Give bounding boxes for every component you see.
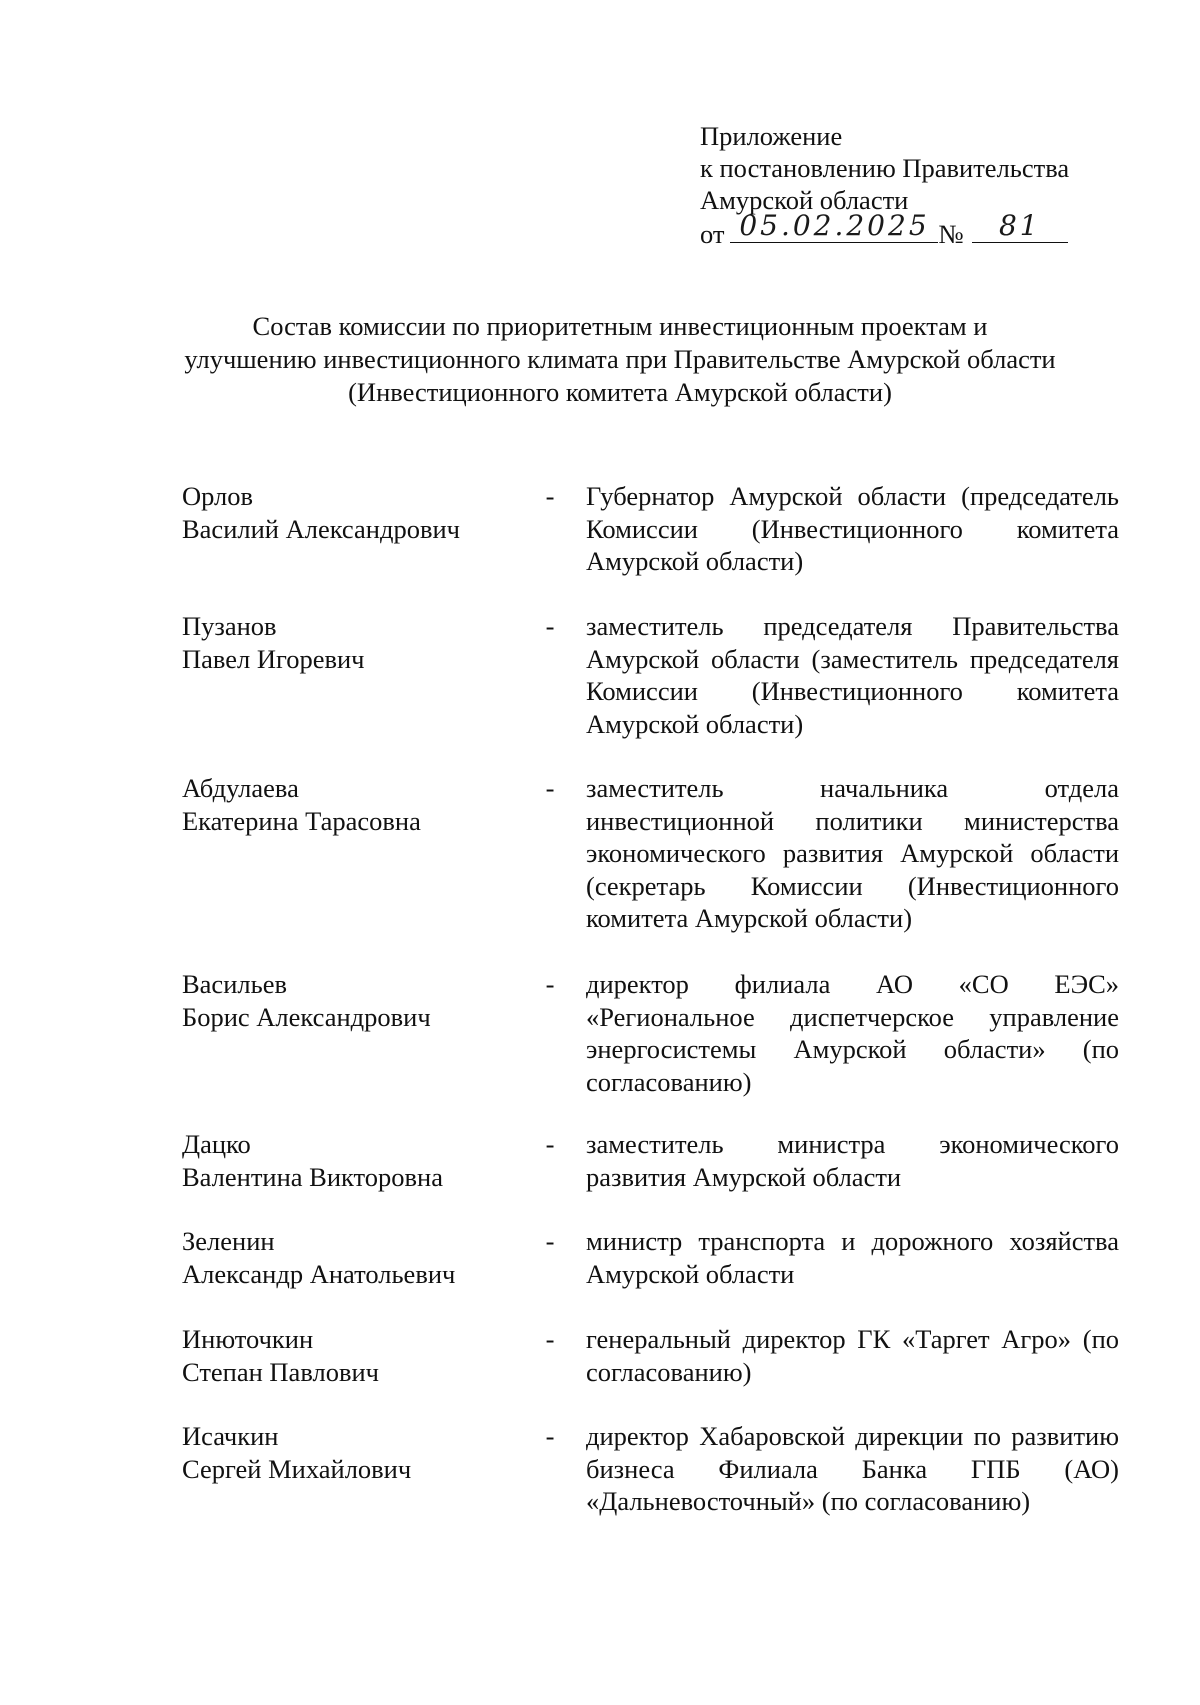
member-surname: Инюточкин: [182, 1324, 314, 1354]
member-dash: -: [545, 773, 555, 803]
member-surname: Орлов: [182, 481, 254, 511]
member-given-names: Екатерина Тарасовна: [182, 805, 421, 836]
member-role: директор филиала АО «СО ЕЭС» «Региональное диспетчерское управление энергосистемы Амурской области» (по согласованию): [586, 969, 1119, 1097]
title-line-3: (Инвестиционного комитета Амурской области): [348, 377, 892, 407]
member-name: [182, 1420, 542, 1485]
member-role: генеральный директор ГК «Таргет Агро» (по согласованию): [586, 1324, 1119, 1387]
title-line-1: Состав комиссии по приоритетным инвестиционным проектам и: [252, 311, 988, 341]
member-name: [182, 610, 542, 675]
member-name: [182, 968, 542, 1033]
member-dash: -: [545, 1324, 555, 1354]
member-surname: Абдулаева: [182, 773, 299, 803]
appendix-reference: к постановлению Правительства: [700, 153, 1070, 183]
from-label: от: [700, 219, 725, 249]
handwritten-number: 81: [998, 209, 1041, 242]
member-role: министр транспорта и дорожного хозяйства Амурской области: [586, 1226, 1119, 1289]
member-given-names: Александр Анатольевич: [182, 1258, 456, 1289]
member-role: заместитель министра экономического развития Амурской области: [586, 1129, 1119, 1192]
number-field: [972, 209, 1068, 243]
member-surname: Зеленин: [182, 1226, 275, 1256]
appendix-region: Амурской области: [700, 185, 909, 215]
member-dash: -: [545, 611, 555, 641]
member-name: [182, 1225, 542, 1290]
member-surname: Васильев: [182, 969, 287, 999]
member-name: [182, 480, 542, 545]
member-surname: Исачкин: [182, 1421, 279, 1451]
member-dash: -: [545, 481, 555, 511]
member-surname: Пузанов: [182, 611, 277, 641]
member-given-names: Василий Александрович: [182, 513, 460, 544]
title-line-2: улучшению инвестиционного климата при Правительстве Амурской области: [184, 344, 1056, 374]
member-given-names: Степан Павлович: [182, 1356, 379, 1387]
appendix-title: Приложение: [700, 121, 843, 151]
member-role: заместитель председателя Правительства Амурской области (заместитель председателя Комиссии (Инвестиционного комитета Амурской области): [586, 611, 1119, 739]
member-role: Губернатор Амурской области (председатель Комиссии (Инвестиционного комитета Амурской области): [586, 481, 1119, 576]
member-given-names: Валентина Викторовна: [182, 1161, 443, 1192]
number-label: №: [938, 219, 964, 249]
member-given-names: Сергей Михайлович: [182, 1453, 412, 1484]
appendix-header: [700, 120, 1120, 256]
member-dash: -: [545, 1421, 555, 1451]
member-name: [182, 1323, 542, 1388]
member-name: [182, 1128, 542, 1193]
member-surname: Дацко: [182, 1129, 251, 1159]
member-role: директор Хабаровской дирекции по развитию бизнеса Филиала Банка ГПБ (АО) «Дальневосточный» (по согласованию): [586, 1421, 1119, 1516]
member-name: [182, 772, 542, 837]
handwritten-date: 05.02.2025: [739, 209, 930, 242]
member-dash: -: [545, 1129, 555, 1159]
member-role: заместитель начальника отдела инвестиционной политики министерства экономического развития Амурской области (секретарь Комиссии (Инвестиционного комитета Амурской области): [586, 773, 1119, 933]
member-given-names: Павел Игоревич: [182, 643, 365, 674]
document-title: [150, 310, 1090, 409]
member-dash: -: [545, 969, 555, 999]
member-dash: -: [545, 1226, 555, 1256]
date-field: [730, 209, 938, 243]
member-given-names: Борис Александрович: [182, 1001, 431, 1032]
appendix-date-number-line: [700, 209, 1120, 256]
